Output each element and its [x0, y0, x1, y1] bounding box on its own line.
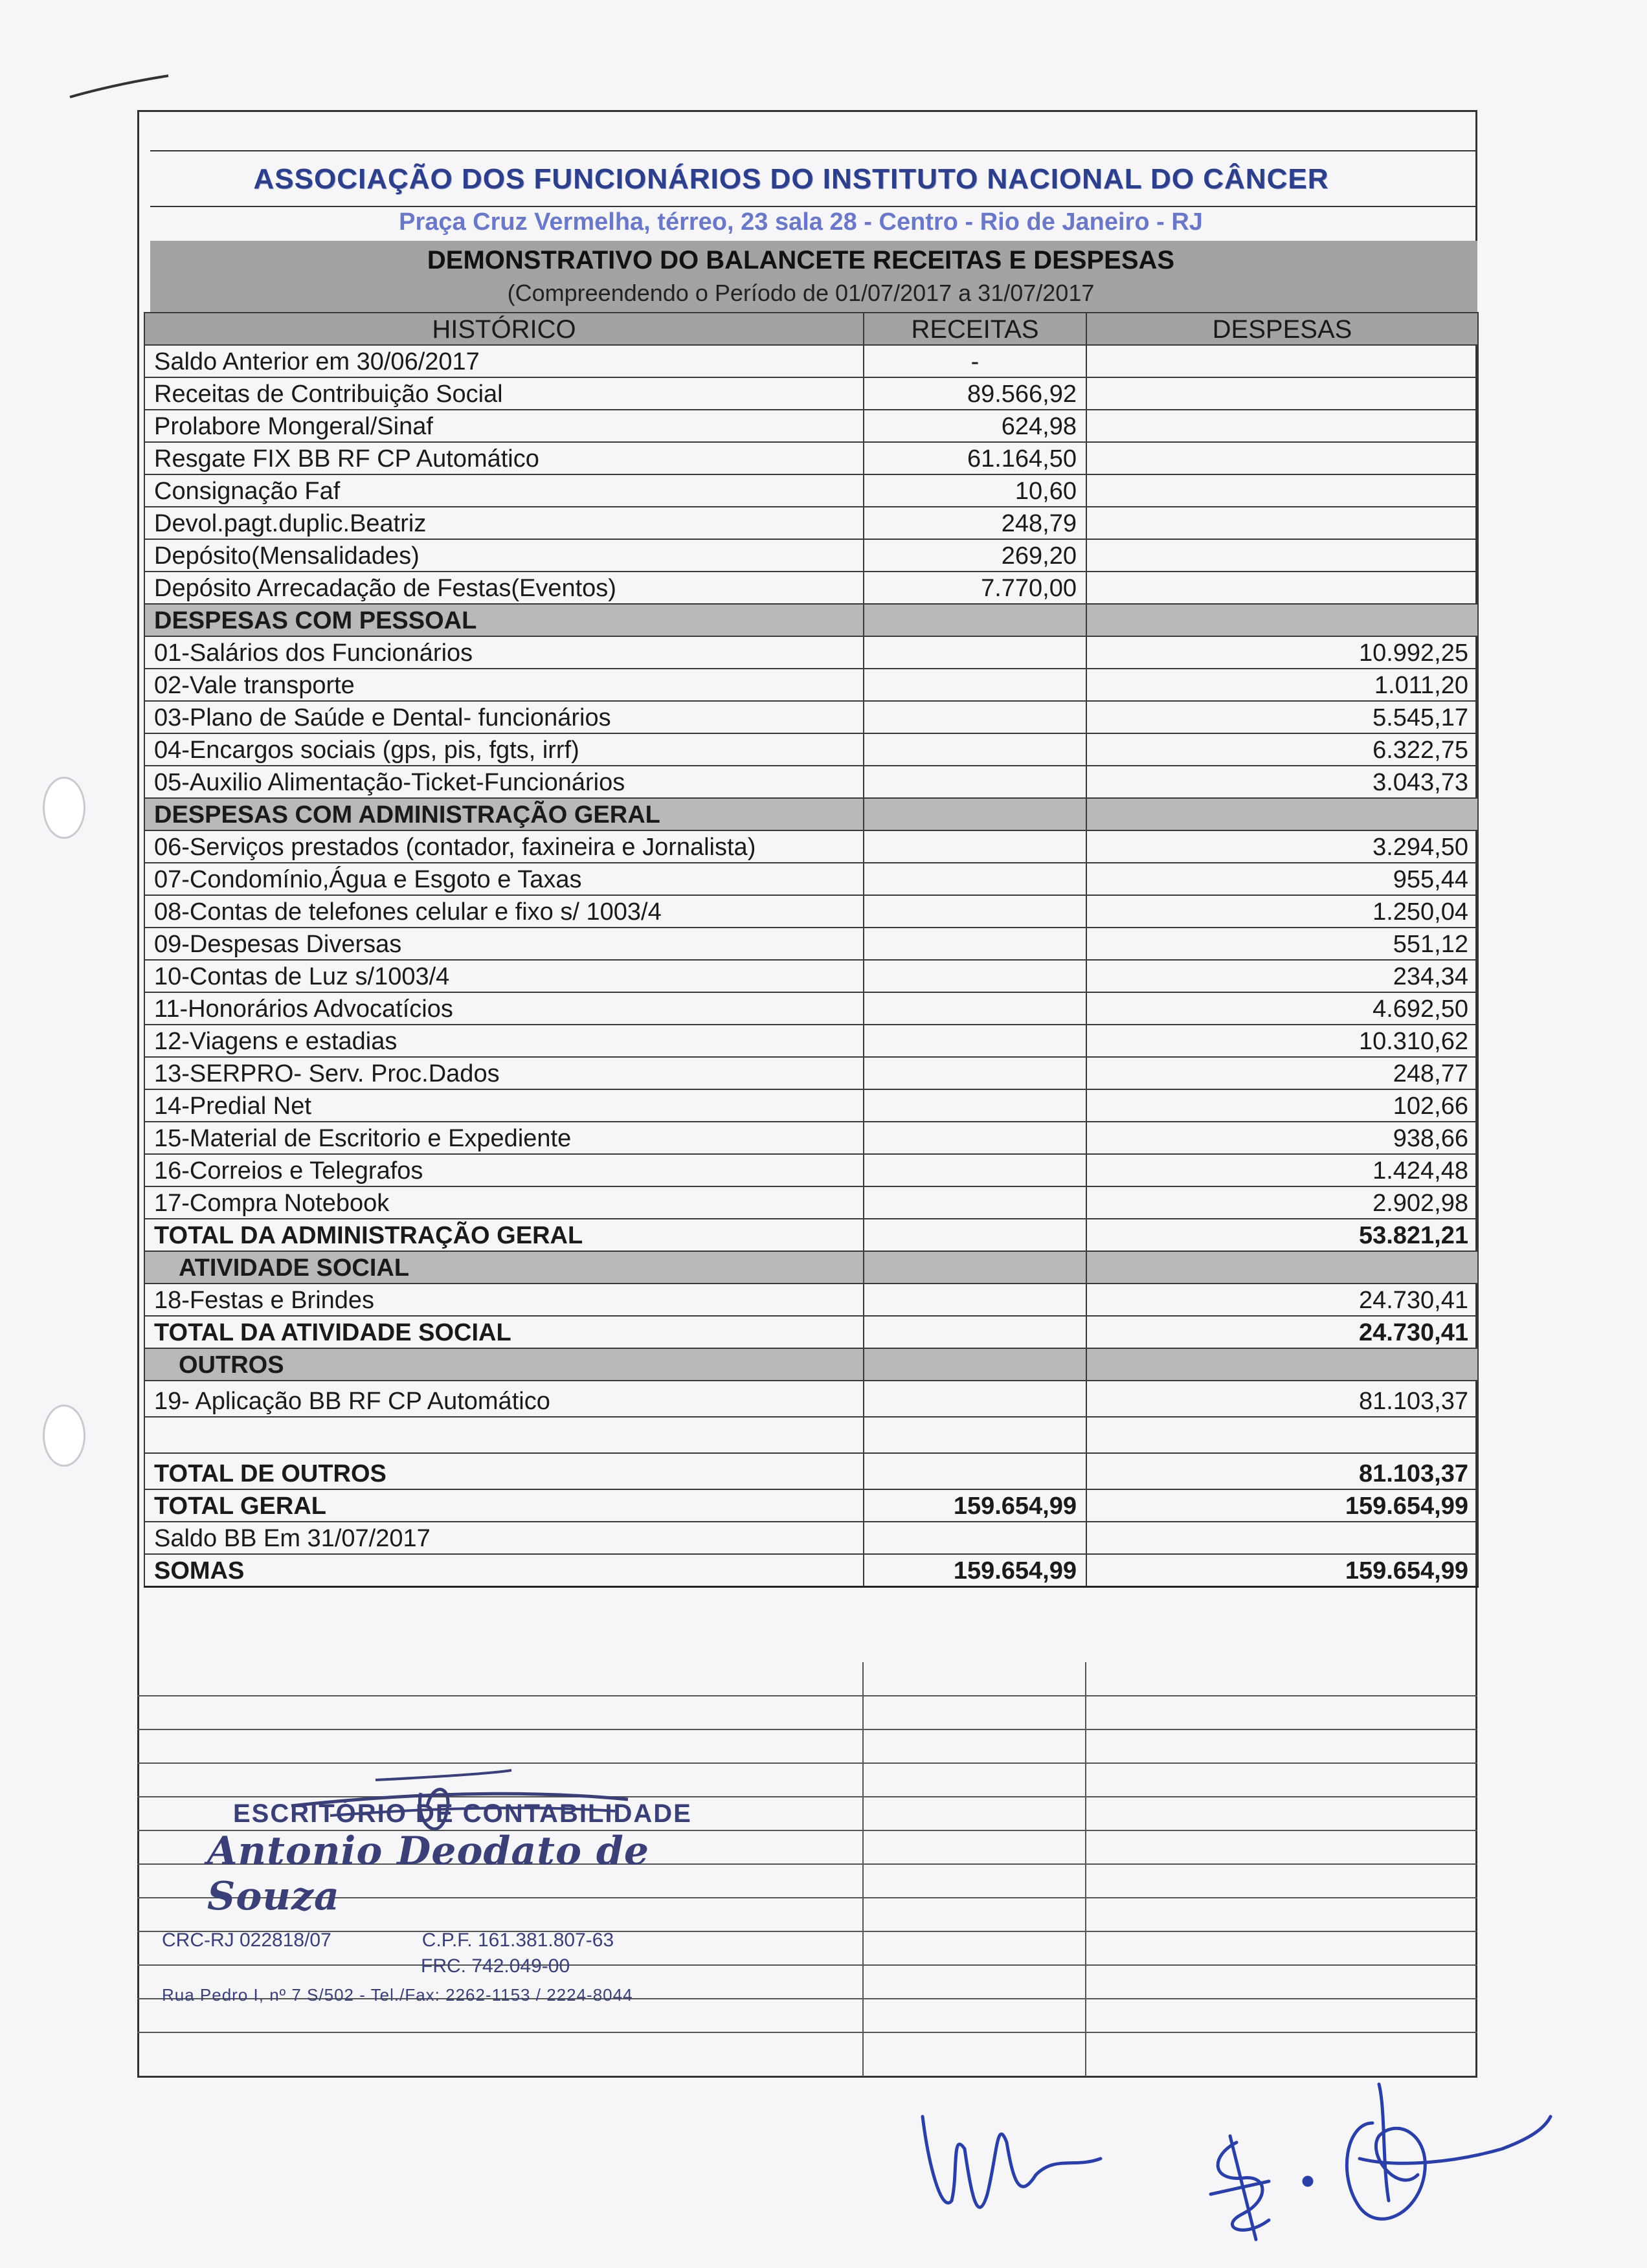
row-label: 07-Condomínio,Água e Esgoto e Taxas — [144, 863, 864, 895]
row-label: 18-Festas e Brindes — [144, 1284, 864, 1316]
row-label: TOTAL DA ADMINISTRAÇÃO GERAL — [144, 1219, 864, 1251]
table-row — [144, 863, 1478, 895]
despesa-value — [1086, 442, 1478, 474]
despesa-value — [1086, 1522, 1478, 1554]
stamp-registrations — [162, 1929, 745, 1951]
receita-value — [864, 960, 1086, 992]
table-row — [144, 669, 1478, 701]
table-row — [144, 701, 1478, 733]
column-header-receitas: RECEITAS — [864, 313, 1086, 345]
despesa-value: 159.654,99 — [1086, 1489, 1478, 1522]
receita-value — [864, 1251, 1086, 1284]
receita-value: 159.654,99 — [864, 1489, 1086, 1522]
despesa-value: 1.011,20 — [1086, 669, 1478, 701]
row-label: 06-Serviços prestados (contador, faxineira e Jornalista) — [144, 830, 864, 863]
table-row — [144, 1381, 1478, 1417]
row-label: 01-Salários dos Funcionários — [144, 636, 864, 669]
stamp-frc: FRC. 742.049-00 — [421, 1955, 570, 1977]
organization-name: ASSOCIAÇÃO DOS FUNCIONÁRIOS DO INSTITUTO NACIONAL DO CÂNCER — [253, 163, 1329, 195]
despesa-value: 955,44 — [1086, 863, 1478, 895]
despesa-value — [1086, 572, 1478, 604]
stamp-crc: CRC-RJ 022818/07 — [162, 1929, 331, 1951]
table-row — [144, 539, 1478, 572]
receita-value — [864, 669, 1086, 701]
total-atividade-social-row — [144, 1316, 1478, 1348]
despesa-value — [1086, 539, 1478, 572]
row-label: Saldo Anterior em 30/06/2017 — [144, 345, 864, 377]
despesa-value — [1086, 474, 1478, 507]
accountant-stamp — [162, 1799, 745, 2005]
row-label: SOMAS — [144, 1554, 864, 1586]
receita-value — [864, 1154, 1086, 1186]
receita-value — [864, 1186, 1086, 1219]
table-row — [144, 1025, 1478, 1057]
receita-value — [864, 1348, 1086, 1381]
section-label: DESPESAS COM PESSOAL — [144, 604, 864, 636]
receita-value — [864, 1122, 1086, 1154]
empty-row — [144, 1417, 1478, 1453]
row-label: Devol.pagt.duplic.Beatriz — [144, 507, 864, 539]
receita-value: 248,79 — [864, 507, 1086, 539]
receita-value — [864, 992, 1086, 1025]
row-label: 03-Plano de Saúde e Dental- funcionários — [144, 701, 864, 733]
punch-hole-top — [43, 777, 85, 839]
stamp-office: ESCRITÓRIO DE CONTABILIDADE — [233, 1799, 692, 1828]
section-header-pessoal — [144, 604, 1478, 636]
receita-value — [864, 1219, 1086, 1251]
despesa-value — [1086, 1417, 1478, 1453]
despesa-value: 1.250,04 — [1086, 895, 1478, 928]
table-row — [144, 1122, 1478, 1154]
report-title: DEMONSTRATIVO DO BALANCETE RECEITAS E DESPESAS — [427, 246, 1175, 274]
table-header-row — [144, 313, 1478, 345]
total-administracao-row — [144, 1219, 1478, 1251]
receita-value — [864, 1057, 1086, 1089]
receita-value: 61.164,50 — [864, 442, 1086, 474]
table-row — [144, 895, 1478, 928]
row-label: Prolabore Mongeral/Sinaf — [144, 410, 864, 442]
total-outros-row — [144, 1453, 1478, 1489]
section-header-atividade-social — [144, 1251, 1478, 1284]
table-row — [144, 1089, 1478, 1122]
table-row — [144, 992, 1478, 1025]
receita-value — [864, 798, 1086, 830]
punch-hole-bottom — [43, 1405, 85, 1467]
row-label: Consignação Faf — [144, 474, 864, 507]
despesa-value — [1086, 1348, 1478, 1381]
despesa-value — [1086, 377, 1478, 410]
row-label: Receitas de Contribuição Social — [144, 377, 864, 410]
row-label: 02-Vale transporte — [144, 669, 864, 701]
receita-value — [864, 766, 1086, 798]
table-row — [144, 1057, 1478, 1089]
despesa-value — [1086, 345, 1478, 377]
row-label: Depósito(Mensalidades) — [144, 539, 864, 572]
table-row — [144, 960, 1478, 992]
receita-value — [864, 1025, 1086, 1057]
stamp-cpf: C.P.F. 161.381.807-63 — [421, 1929, 614, 1951]
table-row — [144, 410, 1478, 442]
despesa-value: 4.692,50 — [1086, 992, 1478, 1025]
receita-value — [864, 1453, 1086, 1489]
despesa-value: 2.902,98 — [1086, 1186, 1478, 1219]
despesa-value: 53.821,21 — [1086, 1219, 1478, 1251]
receita-value: 10,60 — [864, 474, 1086, 507]
row-label: 12-Viagens e estadias — [144, 1025, 864, 1057]
row-label: 16-Correios e Telegrafos — [144, 1154, 864, 1186]
handwritten-signatures — [906, 2045, 1554, 2252]
receita-value — [864, 1316, 1086, 1348]
row-label: 04-Encargos sociais (gps, pis, fgts, irrf) — [144, 733, 864, 766]
despesa-value: 81.103,37 — [1086, 1453, 1478, 1489]
somas-row — [144, 1554, 1478, 1586]
row-label: 19- Aplicação BB RF CP Automático — [144, 1381, 864, 1417]
despesa-value: 3.294,50 — [1086, 830, 1478, 863]
stamp-address: Rua Pedro I, nº 7 S/502 - Tel./Fax: 2262-1153 / 2224-8044 — [162, 1985, 633, 2005]
row-label: Resgate FIX BB RF CP Automático — [144, 442, 864, 474]
organization-address: Praça Cruz Vermelha, térreo, 23 sala 28 - Centro - Rio de Janeiro - RJ — [399, 208, 1203, 236]
receita-value: 624,98 — [864, 410, 1086, 442]
section-label: ATIVIDADE SOCIAL — [144, 1251, 864, 1284]
section-header-outros — [144, 1348, 1478, 1381]
table-row — [144, 572, 1478, 604]
header-rule — [150, 206, 1477, 207]
despesa-value: 938,66 — [1086, 1122, 1478, 1154]
despesa-value: 5.545,17 — [1086, 701, 1478, 733]
row-label: 05-Auxilio Alimentação-Ticket-Funcionários — [144, 766, 864, 798]
balance-sheet-table — [144, 312, 1479, 1588]
receita-value — [864, 830, 1086, 863]
table-row — [144, 507, 1478, 539]
row-label: 13-SERPRO- Serv. Proc.Dados — [144, 1057, 864, 1089]
row-label: TOTAL DE OUTROS — [144, 1453, 864, 1489]
receita-value — [864, 1522, 1086, 1554]
despesa-value — [1086, 507, 1478, 539]
despesa-value: 102,66 — [1086, 1089, 1478, 1122]
table-row — [144, 442, 1478, 474]
pen-stroke-mark — [65, 61, 175, 107]
report-period: (Compreendendo o Período de 01/07/2017 a 31/07/2017 — [507, 280, 1095, 306]
table-row — [144, 1154, 1478, 1186]
despesa-value — [1086, 1251, 1478, 1284]
receita-value — [864, 733, 1086, 766]
table-row — [144, 766, 1478, 798]
despesa-value: 24.730,41 — [1086, 1316, 1478, 1348]
table-row — [144, 1284, 1478, 1316]
receita-value — [864, 895, 1086, 928]
receita-value — [864, 863, 1086, 895]
despesa-value: 234,34 — [1086, 960, 1478, 992]
row-label: TOTAL GERAL — [144, 1489, 864, 1522]
receita-value — [864, 701, 1086, 733]
column-header-historico: HISTÓRICO — [144, 313, 864, 345]
despesa-value: 6.322,75 — [1086, 733, 1478, 766]
table-row — [144, 345, 1478, 377]
table-row — [144, 377, 1478, 410]
table-row — [144, 474, 1478, 507]
despesa-value: 248,77 — [1086, 1057, 1478, 1089]
table-row — [144, 830, 1478, 863]
table-row — [144, 928, 1478, 960]
section-label: OUTROS — [144, 1348, 864, 1381]
receita-value: 269,20 — [864, 539, 1086, 572]
receita-value: 89.566,92 — [864, 377, 1086, 410]
despesa-value: 10.310,62 — [1086, 1025, 1478, 1057]
receita-value — [864, 1381, 1086, 1417]
row-label: 14-Predial Net — [144, 1089, 864, 1122]
row-label — [144, 1417, 864, 1453]
stamp-accountant-name: Antonio Deodato de Souza — [207, 1829, 650, 1919]
despesa-value: 10.992,25 — [1086, 636, 1478, 669]
receita-value — [864, 1417, 1086, 1453]
row-label: 09-Despesas Diversas — [144, 928, 864, 960]
table-row — [144, 1522, 1478, 1554]
despesa-value — [1086, 410, 1478, 442]
section-header-administracao — [144, 798, 1478, 830]
column-header-despesas: DESPESAS — [1086, 313, 1478, 345]
receita-value: 7.770,00 — [864, 572, 1086, 604]
row-label: 11-Honorários Advocatícios — [144, 992, 864, 1025]
table-row — [144, 733, 1478, 766]
receita-value: 159.654,99 — [864, 1554, 1086, 1586]
receita-value — [864, 1284, 1086, 1316]
despesa-value: 159.654,99 — [1086, 1554, 1478, 1586]
row-label: Depósito Arrecadação de Festas(Eventos) — [144, 572, 864, 604]
despesa-value: 24.730,41 — [1086, 1284, 1478, 1316]
receita-value: - — [864, 345, 1086, 377]
table-row — [144, 1186, 1478, 1219]
row-label: TOTAL DA ATIVIDADE SOCIAL — [144, 1316, 864, 1348]
row-label: 08-Contas de telefones celular e fixo s/ 1003/4 — [144, 895, 864, 928]
total-geral-row — [144, 1489, 1478, 1522]
receita-value — [864, 636, 1086, 669]
despesa-value — [1086, 798, 1478, 830]
table-row — [144, 636, 1478, 669]
section-label: DESPESAS COM ADMINISTRAÇÃO GERAL — [144, 798, 864, 830]
row-label: 17-Compra Notebook — [144, 1186, 864, 1219]
despesa-value — [1086, 604, 1478, 636]
row-label: 15-Material de Escritorio e Expediente — [144, 1122, 864, 1154]
despesa-value: 551,12 — [1086, 928, 1478, 960]
header-rule — [150, 150, 1477, 151]
receita-value — [864, 1089, 1086, 1122]
receita-value — [864, 604, 1086, 636]
despesa-value: 81.103,37 — [1086, 1381, 1478, 1417]
despesa-value: 1.424,48 — [1086, 1154, 1478, 1186]
receita-value — [864, 928, 1086, 960]
despesa-value: 3.043,73 — [1086, 766, 1478, 798]
row-label: Saldo BB Em 31/07/2017 — [144, 1522, 864, 1554]
row-label: 10-Contas de Luz s/1003/4 — [144, 960, 864, 992]
